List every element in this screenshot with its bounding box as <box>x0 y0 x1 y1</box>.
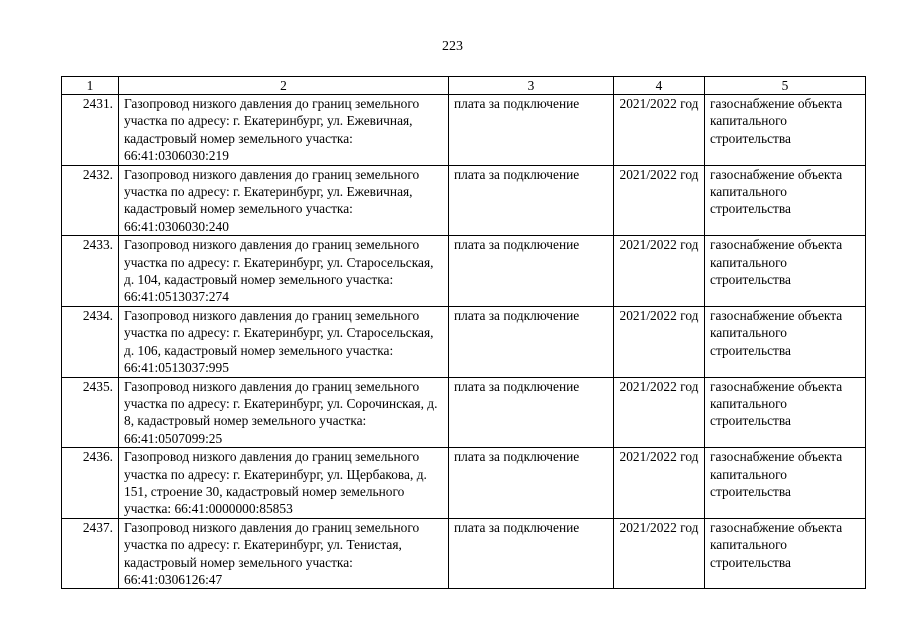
funding-source: плата за подключение <box>449 165 614 236</box>
table-header-row <box>62 77 866 95</box>
investment-table <box>61 76 866 589</box>
purpose: газоснабжение объекта капитального строительства <box>705 306 866 377</box>
object-description: Газопровод низкого давления до границ земельного участка по адресу: г. Екатеринбург, ул. Сорочинская, д. 8, кадастровый номер земельного участка: 66:41:0507099:25 <box>119 377 449 448</box>
purpose: газоснабжение объекта капитального строительства <box>705 165 866 236</box>
row-number: 2435. <box>62 377 119 448</box>
row-number: 2436. <box>62 448 119 519</box>
object-description: Газопровод низкого давления до границ земельного участка по адресу: г. Екатеринбург, ул. Щербакова, д. 151, строение 30, кадастровый номер земельного участка: 66:41:0000000:85853 <box>119 448 449 519</box>
object-description: Газопровод низкого давления до границ земельного участка по адресу: г. Екатеринбург, ул. Тенистая, кадастровый номер земельного участка: 66:41:0306126:47 <box>119 518 449 589</box>
row-number: 2432. <box>62 165 119 236</box>
column-header-5: 5 <box>705 77 866 95</box>
table-row <box>62 448 866 519</box>
page-number: 223 <box>442 39 463 54</box>
table-row <box>62 236 866 307</box>
object-description: Газопровод низкого давления до границ земельного участка по адресу: г. Екатеринбург, ул. Ежевичная, кадастровый номер земельного участка: 66:41:0306030:219 <box>119 95 449 166</box>
row-number: 2433. <box>62 236 119 307</box>
table-row <box>62 95 866 166</box>
purpose: газоснабжение объекта капитального строительства <box>705 236 866 307</box>
row-number: 2434. <box>62 306 119 377</box>
period: 2021/2022 год <box>614 448 705 519</box>
period: 2021/2022 год <box>614 95 705 166</box>
row-number: 2431. <box>62 95 119 166</box>
funding-source: плата за подключение <box>449 236 614 307</box>
funding-source: плата за подключение <box>449 518 614 589</box>
period: 2021/2022 год <box>614 236 705 307</box>
object-description: Газопровод низкого давления до границ земельного участка по адресу: г. Екатеринбург, ул. Ежевичная, кадастровый номер земельного участка: 66:41:0306030:240 <box>119 165 449 236</box>
column-header-4: 4 <box>614 77 705 95</box>
purpose: газоснабжение объекта капитального строительства <box>705 448 866 519</box>
table-row <box>62 306 866 377</box>
period: 2021/2022 год <box>614 165 705 236</box>
period: 2021/2022 год <box>614 306 705 377</box>
period: 2021/2022 год <box>614 518 705 589</box>
table-row <box>62 165 866 236</box>
object-description: Газопровод низкого давления до границ земельного участка по адресу: г. Екатеринбург, ул. Старосельская, д. 104, кадастровый номер земельного участка: 66:41:0513037:274 <box>119 236 449 307</box>
column-header-1: 1 <box>62 77 119 95</box>
column-header-3: 3 <box>449 77 614 95</box>
row-number: 2437. <box>62 518 119 589</box>
purpose: газоснабжение объекта капитального строительства <box>705 518 866 589</box>
funding-source: плата за подключение <box>449 306 614 377</box>
funding-source: плата за подключение <box>449 448 614 519</box>
table-row <box>62 377 866 448</box>
funding-source: плата за подключение <box>449 377 614 448</box>
object-description: Газопровод низкого давления до границ земельного участка по адресу: г. Екатеринбург, ул. Старосельская, д. 106, кадастровый номер земельного участка: 66:41:0513037:995 <box>119 306 449 377</box>
period: 2021/2022 год <box>614 377 705 448</box>
table-row <box>62 518 866 589</box>
funding-source: плата за подключение <box>449 95 614 166</box>
purpose: газоснабжение объекта капитального строительства <box>705 95 866 166</box>
column-header-2: 2 <box>119 77 449 95</box>
purpose: газоснабжение объекта капитального строительства <box>705 377 866 448</box>
